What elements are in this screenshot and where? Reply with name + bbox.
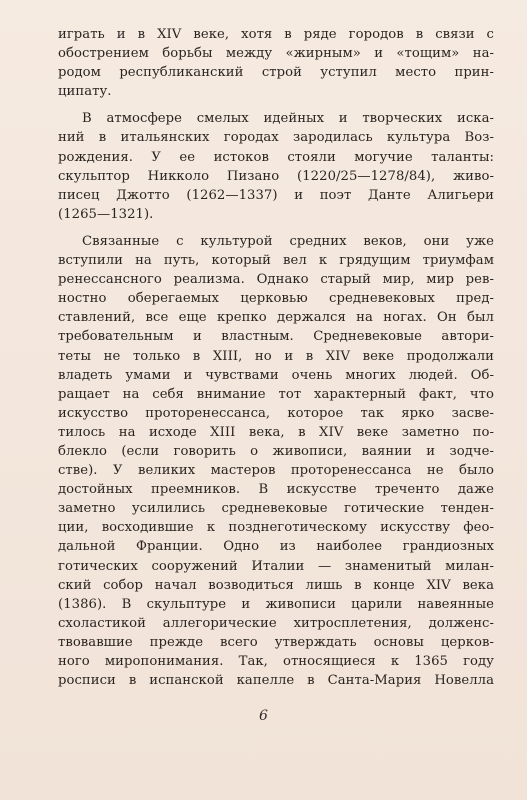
text-line: ции, восходившие к позднеготическому искусству фео- <box>58 520 494 536</box>
page-number: 6 <box>259 708 268 724</box>
text-line: рождения. У ее истоков стояли могучие таланты: <box>58 149 494 165</box>
text-line: обострением борьбы между «жирным» и «тощим» на- <box>58 46 494 62</box>
text-line: ставлений, все еще крепко держался на ногах. Он был <box>58 310 494 326</box>
text-line: блекло (если говорить о живописи, ваянии и зодче- <box>58 443 494 459</box>
text-line: (1386). В скульптуре и живописи царили навеянные <box>58 596 494 612</box>
text-line: твовавшие прежде всего утверждать основы церков- <box>58 634 494 650</box>
text-line: писец Джотто (1262—1337) и поэт Данте Алигьери <box>58 187 494 203</box>
text-line: схоластикой аллегорические хитросплетения, долженс- <box>58 615 494 631</box>
text-line: готических сооружений Италии — знаменитый милан- <box>58 558 494 574</box>
text-line: стве). У великих мастеров проторенессанса не было <box>58 463 494 479</box>
paragraph-3 <box>58 232 494 690</box>
paragraph-2 <box>58 109 494 224</box>
text-line: ренессансного реализма. Однако старый мир, мир рев- <box>58 272 494 288</box>
text-line: В атмосфере смелых идейных и творческих иска- <box>82 111 494 127</box>
text-line: вступили на путь, который вел к грядущим триумфам <box>58 253 494 269</box>
text-line: требовательным и властным. Средневековые автори- <box>58 329 494 345</box>
text-line: Связанные с культурой средних веков, они уже <box>82 233 494 249</box>
text-line: достойных преемников. В искусстве треченто даже <box>58 482 494 498</box>
paragraph-1 <box>58 25 494 101</box>
text-line: теты не только в XIII, но и в XIV веке продолжали <box>58 348 494 364</box>
text-line: (1265—1321). <box>58 206 154 222</box>
text-line: искусство проторенессанса, которое так ярко засве- <box>58 405 494 421</box>
body-text <box>58 25 494 690</box>
text-line: тилось на исходе XIII века, в XIV веке заметно по- <box>58 424 494 440</box>
text-line: ностно оберегаемых церковью средневековых пред- <box>58 291 494 307</box>
text-line: скульптор Никколо Пизано (1220/25—1278/84), живо- <box>58 168 494 184</box>
text-line: родом республиканский строй уступил место прин- <box>58 65 494 81</box>
text-line: играть и в XIV веке, хотя в ряде городов в связи с <box>58 27 494 42</box>
text-line: дальной Франции. Одно из наиболее грандиозных <box>58 539 494 555</box>
text-line: владеть умами и чувствами очень многих людей. Об- <box>58 367 494 383</box>
text-line: росписи в испанской капелле в Санта-Мария Новелла <box>58 673 494 689</box>
text-line: ский собор начал возводиться лишь в конце XIV века <box>58 577 494 593</box>
text-line: ного миропонимания. Так, относящиеся к 1365 году <box>58 654 494 669</box>
text-line: ципату. <box>58 84 112 100</box>
text-line: ний в итальянских городах зародилась культура Воз- <box>58 130 494 146</box>
text-line: заметно усилились средневековые готические тенден- <box>58 501 494 517</box>
text-line: ращает на себя внимание тот характерный факт, что <box>58 386 494 402</box>
